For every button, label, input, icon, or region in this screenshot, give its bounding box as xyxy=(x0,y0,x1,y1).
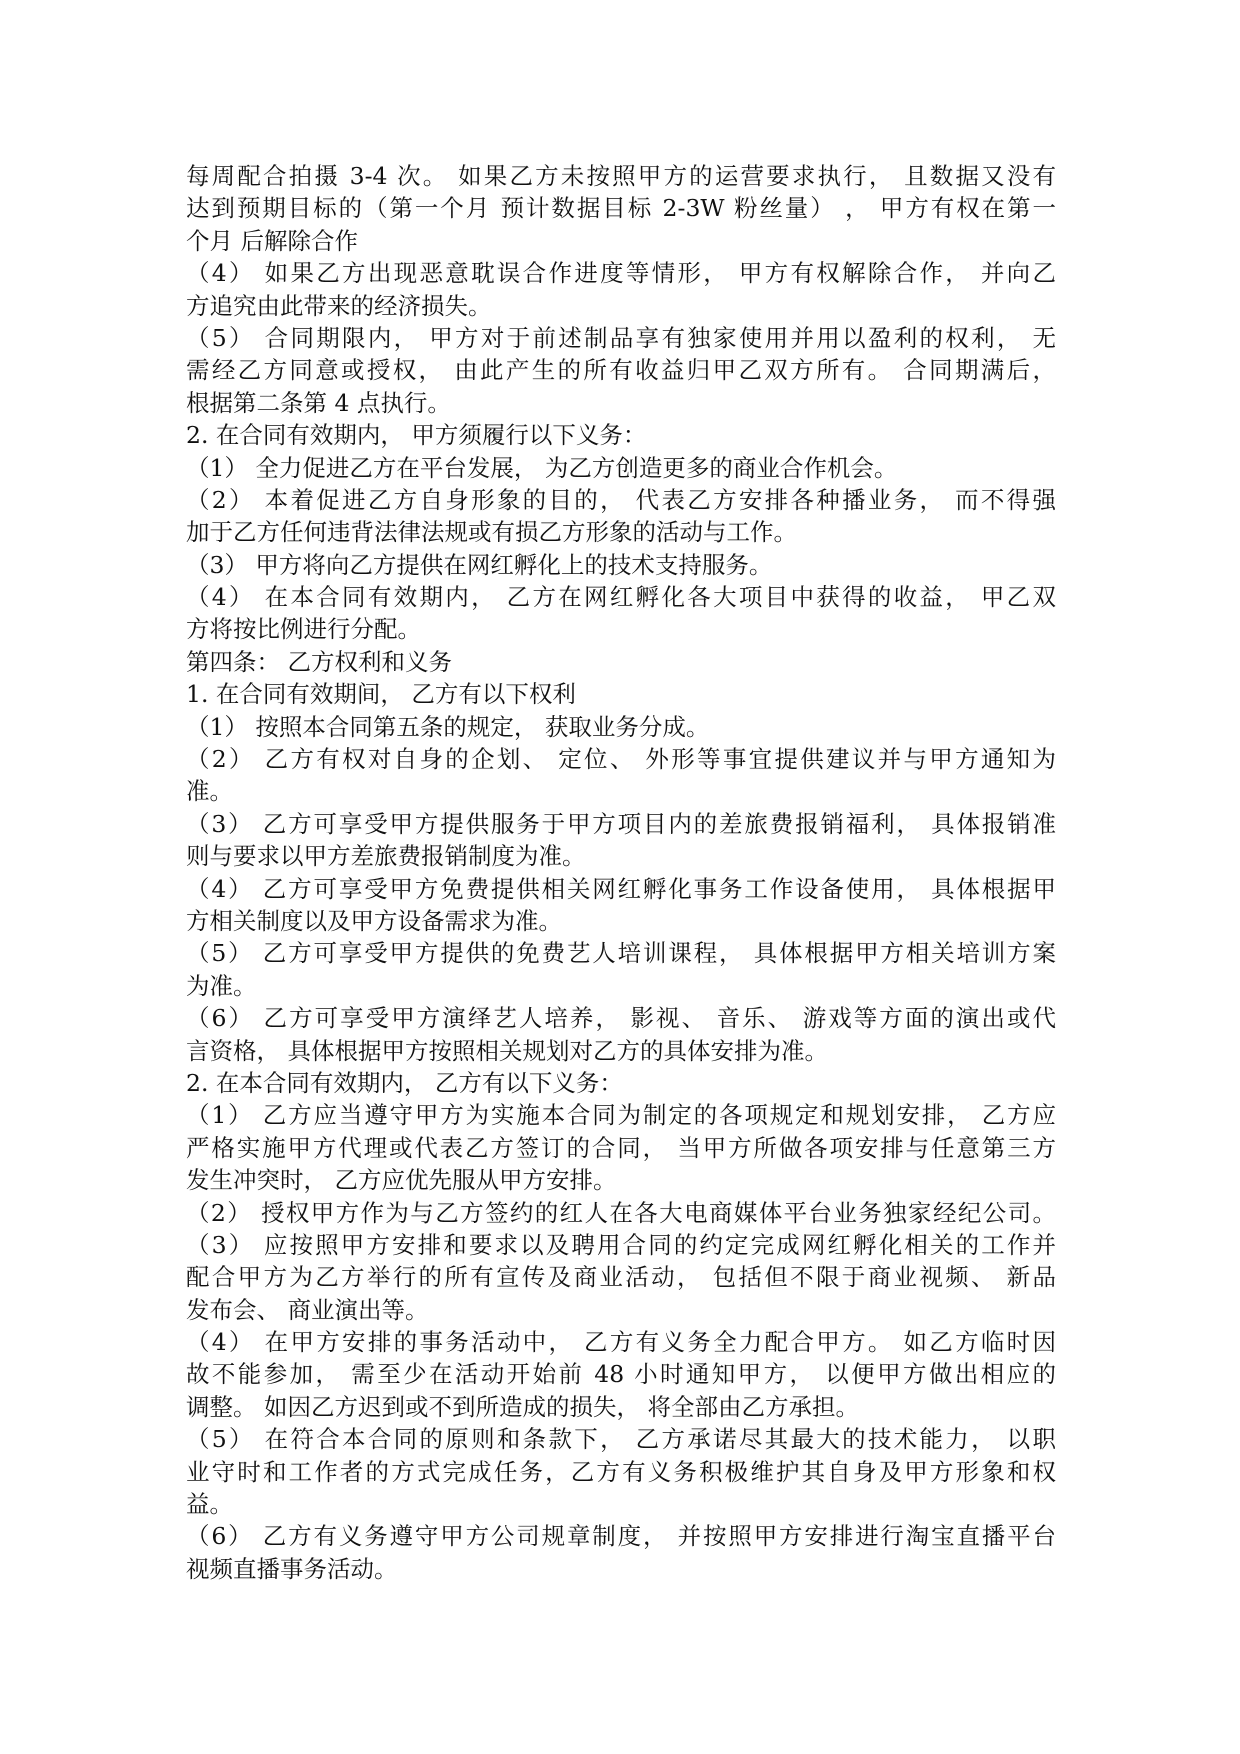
text-line: 1. 在合同有效期间， 乙方有以下权利 xyxy=(186,680,576,709)
text-line: （4） 在本合同有效期内， 乙方在网红孵化各大项目中获得的收益， 甲乙双 xyxy=(186,583,1056,612)
text-line: 2. 在合同有效期内， 甲方须履行以下义务： xyxy=(186,421,647,450)
text-line: 方追究由此带来的经济损失。 xyxy=(186,291,492,320)
text-line: （5） 在符合本合同的原则和条款下， 乙方承诺尽其最大的技术能力， 以职 xyxy=(186,1425,1056,1454)
text-line: 准。 xyxy=(186,777,233,806)
text-line: （3） 甲方将向乙方提供在网红孵化上的技术支持服务。 xyxy=(186,550,773,579)
text-line: 视频直播事务活动。 xyxy=(186,1554,398,1583)
text-line: 言资格， 具体根据甲方按照相关规划对乙方的具体安排为准。 xyxy=(186,1036,828,1065)
text-line: 业守时和工作者的方式完成任务，乙方有义务积极维护其自身及甲方形象和权 xyxy=(186,1457,1056,1486)
text-line: （5） 合同期限内， 甲方对于前述制品享有独家使用并用以盈利的权利， 无 xyxy=(186,323,1056,352)
text-line: 严格实施甲方代理或代表乙方签订的合同， 当甲方所做各项安排与任意第三方 xyxy=(186,1133,1056,1162)
text-line: （2） 乙方有权对自身的企划、 定位、 外形等事宜提供建议并与甲方通知为 xyxy=(186,745,1056,774)
text-line: （4） 乙方可享受甲方免费提供相关网红孵化事务工作设备使用， 具体根据甲 xyxy=(186,874,1056,903)
text-line: （1） 全力促进乙方在平台发展， 为乙方创造更多的商业合作机会。 xyxy=(186,453,898,482)
text-line: （5） 乙方可享受甲方提供的免费艺人培训课程， 具体根据甲方相关培训方案 xyxy=(186,939,1056,968)
text-line: （6） 乙方可享受甲方演绎艺人培养， 影视、 音乐、 游戏等方面的演出或代 xyxy=(186,1004,1056,1033)
text-line: 需经乙方同意或授权， 由此产生的所有收益归甲乙双方所有。 合同期满后， xyxy=(186,356,1056,385)
text-line: （1） 乙方应当遵守甲方为实施本合同为制定的各项规定和规划安排， 乙方应 xyxy=(186,1101,1056,1130)
text-line: 故不能参加， 需至少在活动开始前 48 小时通知甲方， 以便甲方做出相应的 xyxy=(186,1360,1056,1389)
text-line: 方将按比例进行分配。 xyxy=(186,615,421,644)
text-line: （4） 在甲方安排的事务活动中， 乙方有义务全力配合甲方。 如乙方临时因 xyxy=(186,1328,1056,1357)
text-line: （6） 乙方有义务遵守甲方公司规章制度， 并按照甲方安排进行淘宝直播平台 xyxy=(186,1522,1056,1551)
text-line: 配合甲方为乙方举行的所有宣传及商业活动， 包括但不限于商业视频、 新品 xyxy=(186,1263,1056,1292)
text-line: （3） 乙方可享受甲方提供服务于甲方项目内的差旅费报销福利， 具体报销准 xyxy=(186,809,1056,838)
text-line: 益。 xyxy=(186,1490,233,1519)
text-line: 发生冲突时， 乙方应优先服从甲方安排。 xyxy=(186,1166,617,1195)
contract-text-body xyxy=(186,160,1056,1585)
text-line: （4） 如果乙方出现恶意耽误合作进度等情形， 甲方有权解除合作， 并向乙 xyxy=(186,259,1056,288)
text-line: 调整。 如因乙方迟到或不到所造成的损失， 将全部由乙方承担。 xyxy=(186,1392,859,1421)
text-line: 第四条： 乙方权利和义务 xyxy=(186,647,452,676)
text-line: 则与要求以甲方差旅费报销制度为准。 xyxy=(186,842,586,871)
text-line: 2. 在本合同有效期内， 乙方有以下义务： xyxy=(186,1068,623,1097)
text-line: 每周配合拍摄 3-4 次。 如果乙方未按照甲方的运营要求执行， 且数据又没有 xyxy=(186,162,1056,190)
text-line: （1） 按照本合同第五条的规定， 获取业务分成。 xyxy=(186,712,710,741)
text-line: 方相关制度以及甲方设备需求为准。 xyxy=(186,906,562,935)
text-line: （2） 本着促进乙方自身形象的目的， 代表乙方安排各种播业务， 而不得强 xyxy=(186,485,1056,514)
text-line: 达到预期目标的（第一个月 预计数据目标 2-3W 粉丝量） ， 甲方有权在第一 xyxy=(186,194,1056,223)
text-line: 个月 后解除合作 xyxy=(186,226,358,255)
text-line: （2） 授权甲方作为与乙方签约的红人在各大电商媒体平台业务独家经纪公司。 xyxy=(186,1198,1056,1227)
text-line: 加于乙方任何违背法律法规或有损乙方形象的活动与工作。 xyxy=(186,518,797,547)
text-line: （3） 应按照甲方安排和要求以及聘用合同的约定完成网红孵化相关的工作并 xyxy=(186,1230,1056,1259)
text-line: 发布会、 商业演出等。 xyxy=(186,1295,429,1324)
text-line: 根据第二条第 4 点执行。 xyxy=(186,388,451,417)
text-line: 为准。 xyxy=(186,971,257,1000)
